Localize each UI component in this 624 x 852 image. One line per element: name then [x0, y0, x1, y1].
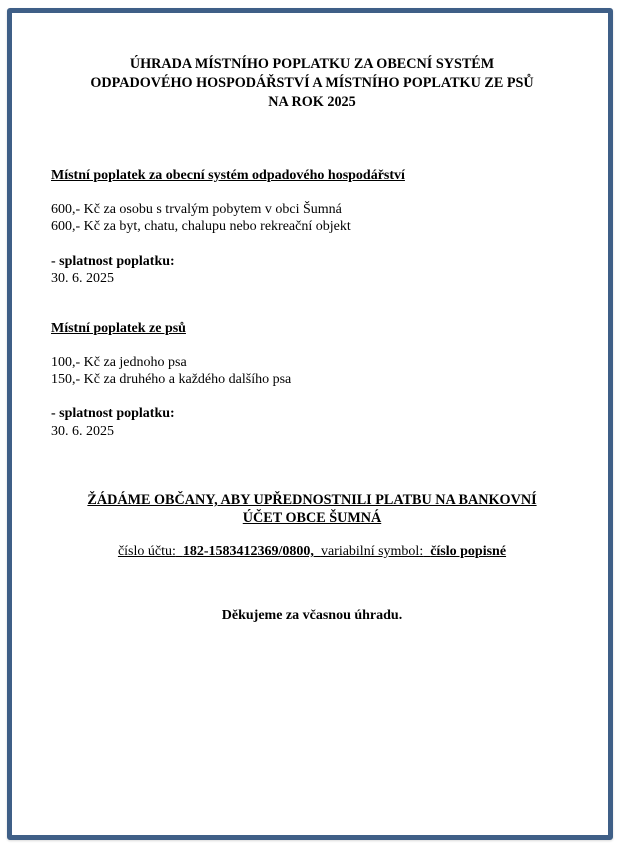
title-line-3: NA ROK 2025	[268, 94, 356, 110]
document-title	[40, 55, 584, 112]
account-info	[40, 543, 584, 560]
dog-fee-due-label: - splatnost poplatku:	[51, 406, 175, 421]
appeal-line-2: ÚČET OBCE ŠUMNÁ	[242, 510, 382, 526]
waste-fee-heading: Místní poplatek za obecní systém odpadového hospodářství	[51, 168, 405, 183]
dog-fee-heading: Místní poplatek ze psů	[51, 321, 186, 336]
thanks-note: Děkujeme za včasnou úhradu.	[221, 608, 403, 623]
account-label: číslo účtu:	[117, 544, 176, 559]
waste-fee-due-date: 30. 6. 2025	[51, 271, 114, 286]
title-line-2: ODPADOVÉHO HOSPODÁŘSTVÍ A MÍSTNÍHO POPLATKU ZE PSŮ	[90, 75, 534, 91]
variable-symbol-value: číslo popisné	[430, 544, 507, 559]
waste-fee-item-2: 600,- Kč za byt, chatu, chalupu nebo rekreační objekt	[51, 219, 351, 234]
variable-symbol-label: variabilní symbol:	[320, 544, 424, 559]
dog-fee-item-2: 150,- Kč za druhého a každého dalšího psa	[51, 372, 292, 387]
title-line-1: ÚHRADA MÍSTNÍHO POPLATKU ZA OBECNÍ SYSTÉM	[129, 56, 495, 72]
waste-fee-due-label: - splatnost poplatku:	[51, 254, 175, 269]
waste-fee-item-1: 600,- Kč za osobu s trvalým pobytem v obci Šumná	[51, 202, 342, 217]
bank-payment-appeal	[40, 491, 584, 527]
dog-fee-due-date: 30. 6. 2025	[51, 424, 114, 439]
account-number: 182-1583412369/0800,	[182, 544, 314, 559]
dog-fee-item-1: 100,- Kč za jednoho psa	[51, 355, 187, 370]
appeal-line-1: ŽÁDÁME OBČANY, ABY UPŘEDNOSTNILI PLATBU NA BANKOVNÍ	[87, 492, 537, 508]
